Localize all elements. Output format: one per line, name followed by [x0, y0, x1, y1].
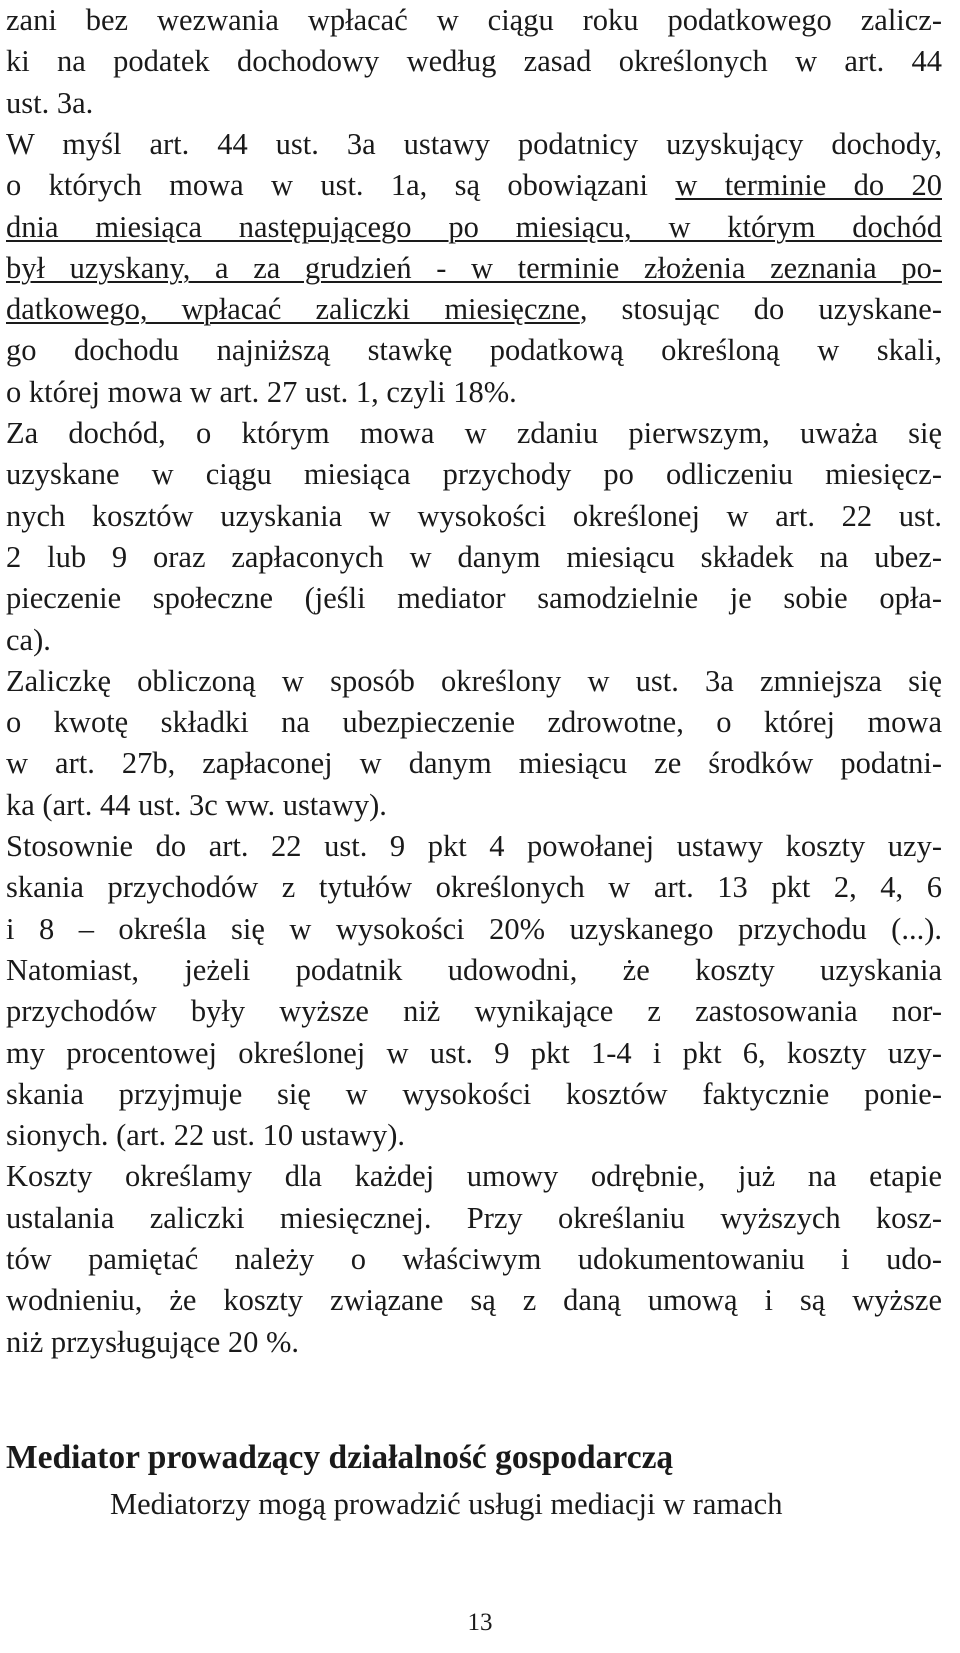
text-span: go dochodu najniższą stawkę podatkową określoną w skali,: [6, 333, 942, 367]
paragraph-line: [6, 539, 942, 575]
text-span: w art. 27b, zapłaconej w danym miesiącu ze środków podatni-: [6, 746, 942, 780]
text-span: ust. 3a.: [6, 86, 94, 120]
text-span: , stosując do uzyskane-: [579, 292, 942, 326]
paragraph-line: [6, 332, 942, 368]
paragraph-line: [6, 1200, 942, 1236]
paragraph-line: [6, 869, 942, 905]
text-span: i 8 – określa się w wysokości 20% uzyskanego przychodu (...).: [6, 912, 942, 946]
paragraph-line: [6, 952, 942, 988]
text-span: Za dochód, o którym mowa w zdaniu pierwszym, uważa się: [6, 416, 942, 450]
text-span: 2 lub 9 oraz zapłaconych w danym miesiącu składek na ubez-: [6, 540, 942, 574]
paragraph-line: [6, 1282, 942, 1318]
text-span: skania przychodów z tytułów określonych w art. 13 pkt 2, 4, 6: [6, 870, 942, 904]
paragraph-line: [6, 209, 942, 245]
text-span: ka (art. 44 ust. 3c ww. ustawy).: [6, 788, 387, 822]
paragraph-line: [6, 663, 942, 699]
text-span: przychodów były wyższe niż wynikające z zastosowania nor-: [6, 994, 942, 1028]
text-span: w terminie do 20: [675, 168, 942, 202]
paragraph-line: Mediatorzy mogą prowadzić usługi mediacji w ramach: [110, 1487, 783, 1521]
paragraph-line: [6, 167, 942, 203]
paragraph-line: [6, 622, 942, 658]
text-span: Natomiast, jeżeli podatnik udowodni, że koszty uzyskania: [6, 953, 942, 987]
paragraph-line: [6, 1241, 942, 1277]
text-span: wodnieniu, że koszty związane są z daną umową i są wyższe: [6, 1283, 942, 1317]
text-span: W myśl art. 44 ust. 3a ustawy podatnicy uzyskujący dochody,: [6, 127, 942, 161]
text-span: skania przyjmuje się w wysokości kosztów faktycznie ponie-: [6, 1077, 942, 1111]
paragraph-line: [6, 126, 942, 162]
paragraph-line: [6, 1324, 942, 1360]
text-span: uzyskane w ciągu miesiąca przychody po odliczeniu miesięcz-: [6, 457, 942, 491]
text-span: dnia miesiąca następującego po miesiącu, w którym dochód: [6, 210, 942, 244]
paragraph-line: [6, 1158, 942, 1194]
text-span: my procentowej określonej w ust. 9 pkt 1-4 i pkt 6, koszty uzy-: [6, 1036, 942, 1070]
paragraph-line: [6, 828, 942, 864]
paragraph-line: [6, 993, 942, 1029]
paragraph-line: [6, 291, 942, 327]
paragraph-line: [6, 415, 942, 451]
paragraph-line: [6, 580, 942, 616]
text-span: zani bez wezwania wpłacać w ciągu roku podatkowego zalicz-: [6, 3, 942, 37]
text-span: Stosownie do art. 22 ust. 9 pkt 4 powołanej ustawy koszty uzy-: [6, 829, 942, 863]
text-span: o kwotę składki na ubezpieczenie zdrowotne, o której mowa: [6, 705, 942, 739]
paragraph-line: [6, 1035, 942, 1071]
paragraph-line: [6, 911, 942, 947]
text-span: niż przysługujące 20 %.: [6, 1325, 300, 1359]
text-span: Zaliczkę obliczoną w sposób określony w ust. 3a zmniejsza się: [6, 664, 942, 698]
text-span: ca).: [6, 623, 51, 657]
page-number: 13: [467, 1609, 493, 1636]
paragraph-line: [6, 704, 942, 740]
text-span: tów pamiętać należy o właściwym udokumentowaniu i udo-: [6, 1242, 942, 1276]
paragraph-line: [6, 374, 942, 410]
paragraph-line: [6, 1117, 942, 1153]
text-span: nych kosztów uzyskania w wysokości określonej w art. 22 ust.: [6, 499, 942, 533]
paragraph-line: [6, 250, 942, 286]
section-heading: Mediator prowadzący działalność gospodarczą: [6, 1439, 674, 1476]
paragraph-line: [6, 2, 942, 38]
paragraph-line: [6, 498, 942, 534]
text-span: pieczenie społeczne (jeśli mediator samodzielnie je sobie opła-: [6, 581, 942, 615]
text-span: o której mowa w art. 27 ust. 1, czyli 18%.: [6, 375, 517, 409]
paragraph-line: [6, 85, 942, 121]
paragraph-line: [6, 43, 942, 79]
text-span: był uzyskany, a za grudzień - w terminie złożenia zeznania po-: [6, 251, 942, 285]
paragraph-line: [6, 787, 942, 823]
text-span: datkowego, wpłacać zaliczki miesięczne: [6, 292, 580, 326]
text-span: ustalania zaliczki miesięcznej. Przy określaniu wyższych kosz-: [6, 1201, 942, 1235]
paragraph-line: [6, 745, 942, 781]
paragraph-line: [6, 1076, 942, 1112]
text-span: Koszty określamy dla każdej umowy odrębnie, już na etapie: [6, 1159, 942, 1193]
text-span: sionych. (art. 22 ust. 10 ustawy).: [6, 1118, 405, 1152]
text-span: o których mowa w ust. 1a, są obowiązani: [6, 168, 676, 202]
paragraph-line: [6, 456, 942, 492]
text-span: ki na podatek dochodowy według zasad określonych w art. 44: [6, 44, 942, 78]
